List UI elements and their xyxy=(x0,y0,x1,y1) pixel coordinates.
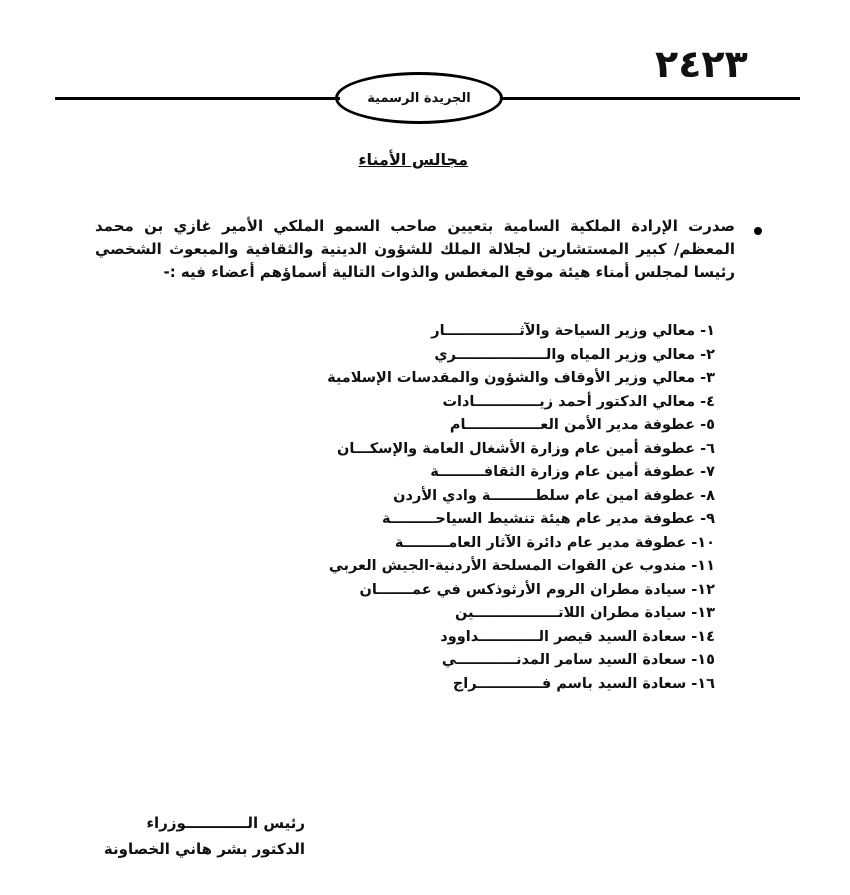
member-item: ٤- معالي الدكتور أحمد زيـــــــــــــادات xyxy=(442,393,715,410)
member-item: ١٥- سعادة السيد سامر المدنــــــــــــي xyxy=(441,652,715,668)
member-item: ٧- عطوفة أمين عام وزارة الثقافـــــــــة xyxy=(430,464,715,480)
member-item: ١٦- سعادة السيد باسم فـــــــــــــراج xyxy=(452,675,715,692)
member-item: ٩- عطوفة مدير عام هيئة تنشيط السياحـــــــــة xyxy=(382,511,715,527)
signature-block xyxy=(90,810,305,862)
member-item: ١٣- سيادة مطران اللاتـــــــــــــــــين xyxy=(454,605,715,621)
gazette-name-oval xyxy=(335,72,503,124)
intro-paragraph: صدرت الإرادة الملكية السامية بتعيين صاحب السمو الملكي الأمير غازي بن محمد المعظم/ كبير المستشارين لجلالة الملك للشؤون الدينية والثقافية والمبعوث الشخصي رئيسا لمجلس أمناء هيئة موقع المغطس والذوات التالية أسماؤهم أعضاء فيه :- xyxy=(95,217,735,281)
member-item: ٥- عطوفة مدير الأمن العـــــــــــــــام xyxy=(449,417,715,433)
member-item: ٨- عطوفة امين عام سلطـــــــــة وادي الأردن xyxy=(393,487,715,504)
member-item: ١١- مندوب عن القوات المسلحة الأردنية-الجيش العربي xyxy=(328,558,715,574)
section-title: مجالس الأمناء xyxy=(358,150,468,169)
header-rule-right xyxy=(500,97,800,100)
gazette-name: الجريدة الرسمية xyxy=(367,90,471,106)
member-item: ١٢- سيادة مطران الروم الأرثوذكس في عمـــــــان xyxy=(359,581,715,598)
member-item: ١- معالي وزير السياحة والآثـــــــــــــــار xyxy=(431,323,715,339)
members-list xyxy=(320,320,715,696)
member-item: ٦- عطوفة أمين عام وزارة الأشغال العامة والإسكـــان xyxy=(337,440,715,457)
member-item: ٢- معالي وزير المياه والــــــــــــــــــري xyxy=(434,346,715,363)
header-rule-left xyxy=(55,97,340,100)
member-item: ١٤- سعادة السيد قيصر الــــــــــــداوود xyxy=(440,628,715,645)
bullet-icon xyxy=(754,227,762,235)
member-item: ٣- معالي وزير الأوقاف والشؤون والمقدسات الإسلامية xyxy=(327,370,715,386)
signature-name: الدكتور بشر هاني الخصاونة xyxy=(103,840,305,858)
page-number: ٢٤٢٣ xyxy=(655,42,748,86)
signature-title: رئيس الــــــــــــوزراء xyxy=(146,814,305,832)
member-item: ١٠- عطوفة مدير عام دائرة الآثار العامـــــــــة xyxy=(394,534,715,551)
